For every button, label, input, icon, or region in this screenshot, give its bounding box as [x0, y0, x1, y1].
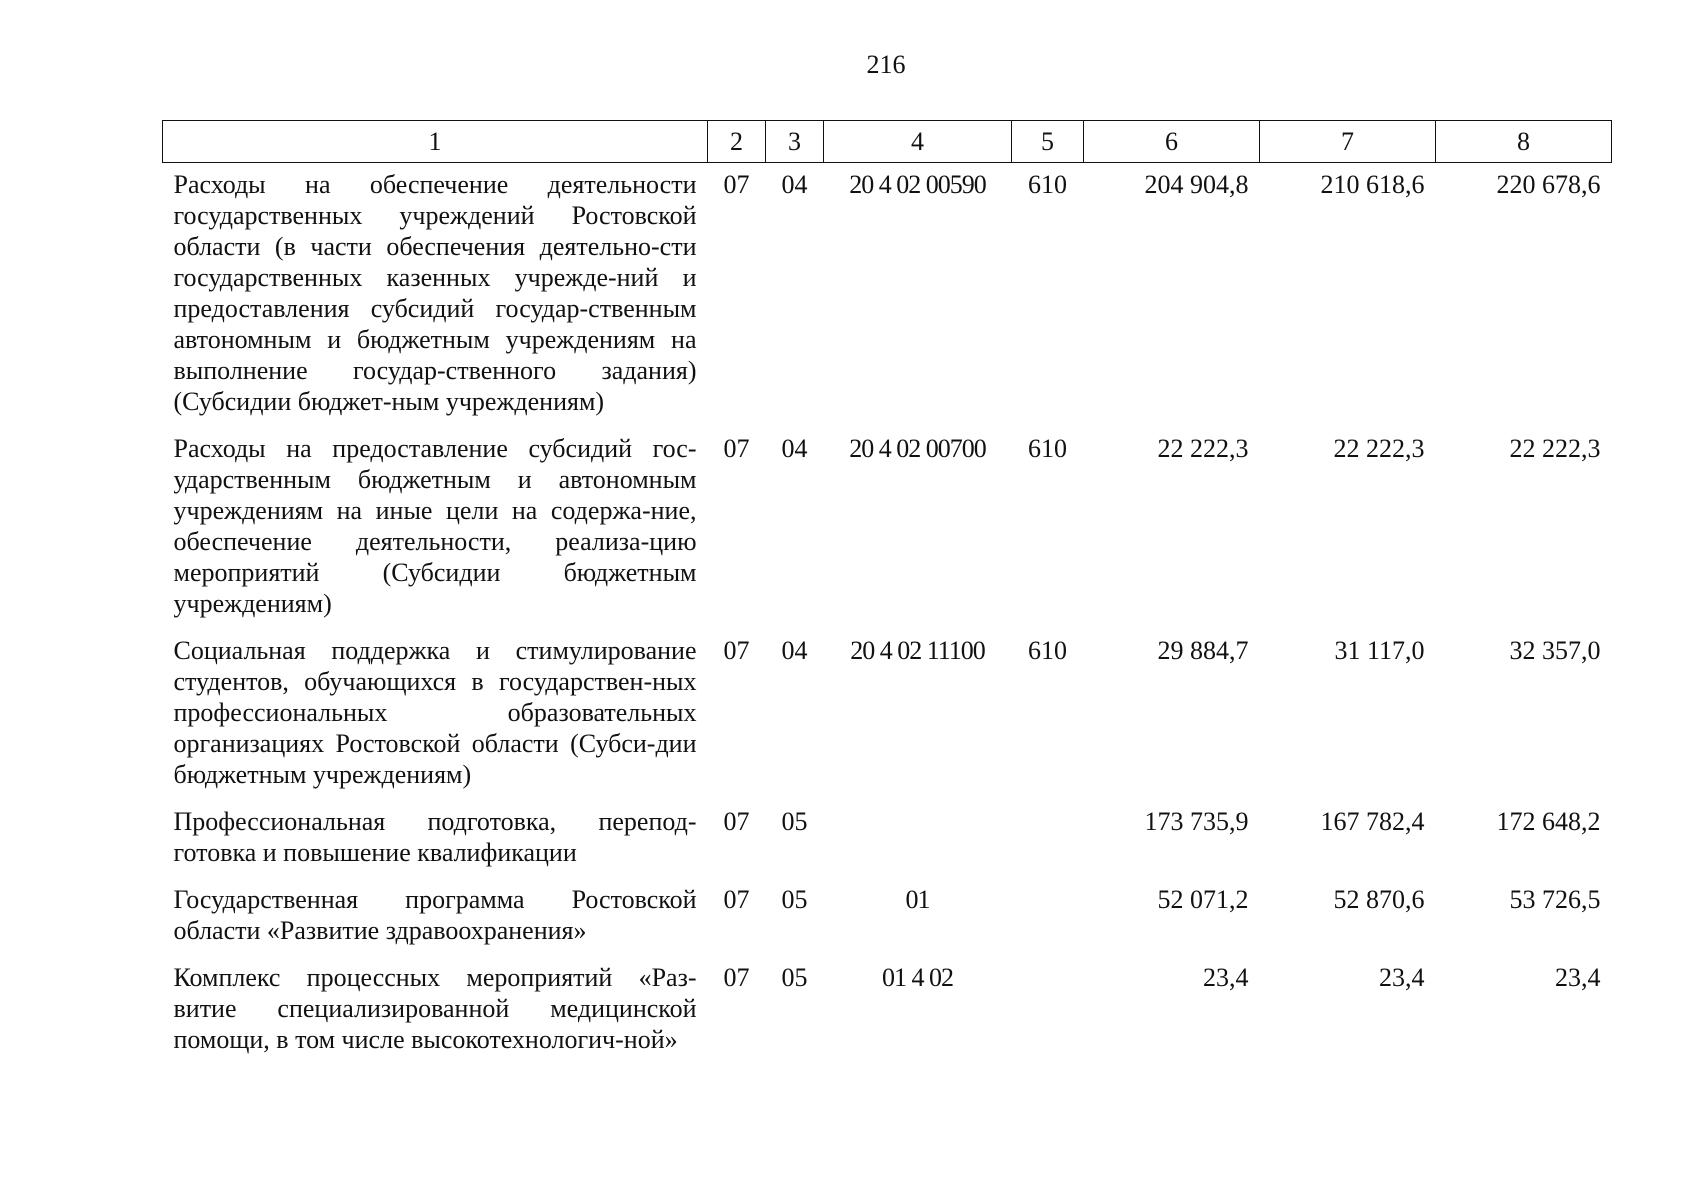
- row-description: Расходы на обеспечение деятельности государственных учреждений Ростовской области (в части обеспечения деятельно-сти государственных казенных учрежде-ний и предоставления субсидий государ-ственным автономным и бюджетным учреждениям на выполнение государ-ственного задания) (Субсидии бюджет-ным учреждениям): [173, 170, 697, 416]
- amount-col-8: 172 648,2: [1496, 807, 1601, 836]
- section-code: 07: [723, 807, 750, 836]
- amount-col-8: 220 678,6: [1496, 170, 1601, 199]
- section-code: 07: [723, 885, 750, 914]
- section-code: 07: [723, 434, 750, 463]
- target-article-code: 01: [905, 885, 930, 914]
- amount-col-8: 53 726,5: [1509, 885, 1601, 914]
- table-row: [163, 427, 1612, 629]
- section-code: 07: [723, 636, 750, 665]
- amount-col-6: 173 735,9: [1144, 807, 1249, 836]
- expense-type-code: [1012, 800, 1084, 878]
- amount-col-6: 22 222,3: [1157, 434, 1249, 463]
- amount-col-6: 29 884,7: [1157, 636, 1249, 665]
- table-header-row: [163, 121, 1612, 163]
- target-article-code: [824, 800, 1012, 878]
- amount-col-8: 22 222,3: [1509, 434, 1601, 463]
- table-row: [163, 800, 1612, 878]
- column-header: 2: [708, 121, 766, 163]
- amount-col-7: 23,4: [1379, 963, 1425, 992]
- amount-col-7: 31 117,0: [1334, 636, 1425, 665]
- amount-col-8: 32 357,0: [1509, 636, 1601, 665]
- expense-type-code: 610: [1028, 170, 1067, 199]
- row-description: Социальная поддержка и стимулирование студентов, обучающихся в государствен-ных профессиональных образовательных организациях Ростовской области (Субси-дии бюджетным учреждениям): [173, 636, 697, 789]
- budget-table: [162, 120, 1612, 1065]
- subsection-code: 05: [781, 963, 808, 992]
- column-header: 6: [1084, 121, 1260, 163]
- row-description: Профессиональная подготовка, перепод-готовка и повышение квалификации: [173, 807, 697, 867]
- table-row: [163, 956, 1612, 1065]
- table-row: [163, 163, 1612, 428]
- amount-col-7: 167 782,4: [1320, 807, 1425, 836]
- subsection-code: 04: [781, 636, 808, 665]
- column-header: 4: [824, 121, 1012, 163]
- subsection-code: 05: [781, 885, 808, 914]
- subsection-code: 05: [781, 807, 808, 836]
- expense-type-code: [1012, 878, 1084, 956]
- row-description: Расходы на предоставление субсидий гос-ударственным бюджетным и автономным учреждениям на иные цели на содержа-ние, обеспечение деятельности, реализа-цию мероприятий (Субсидии бюджетным учреждениям): [173, 434, 697, 618]
- amount-col-7: 22 222,3: [1333, 434, 1425, 463]
- amount-col-8: 23,4: [1555, 963, 1601, 992]
- amount-col-6: 204 904,8: [1144, 170, 1249, 199]
- subsection-code: 04: [781, 170, 808, 199]
- amount-col-7: 52 870,6: [1333, 885, 1425, 914]
- column-header: 8: [1436, 121, 1612, 163]
- expense-type-code: 610: [1028, 636, 1067, 665]
- row-description: Государственная программа Ростовской области «Развитие здравоохранения»: [173, 885, 697, 945]
- target-article-code: 20 4 02 11100: [850, 636, 985, 665]
- expense-type-code: [1012, 956, 1084, 1065]
- page-number: 216: [866, 50, 906, 79]
- column-header: 1: [163, 121, 708, 163]
- amount-col-6: 52 071,2: [1157, 885, 1249, 914]
- table-row: [163, 629, 1612, 800]
- amount-col-7: 210 618,6: [1320, 170, 1425, 199]
- target-article-code: 01 4 02: [882, 963, 953, 992]
- row-description: Комплекс процессных мероприятий «Раз-витие специализированной медицинской помощи, в том числе высокотехнологич-ной»: [173, 963, 697, 1054]
- amount-col-6: 23,4: [1203, 963, 1249, 992]
- table-row: [163, 878, 1612, 956]
- expense-type-code: 610: [1028, 434, 1067, 463]
- section-code: 07: [723, 963, 750, 992]
- subsection-code: 04: [781, 434, 808, 463]
- column-header: 7: [1260, 121, 1436, 163]
- section-code: 07: [723, 170, 750, 199]
- target-article-code: 20 4 02 00700: [849, 434, 986, 463]
- column-header: 3: [766, 121, 824, 163]
- target-article-code: 20 4 02 00590: [849, 170, 986, 199]
- column-header: 5: [1012, 121, 1084, 163]
